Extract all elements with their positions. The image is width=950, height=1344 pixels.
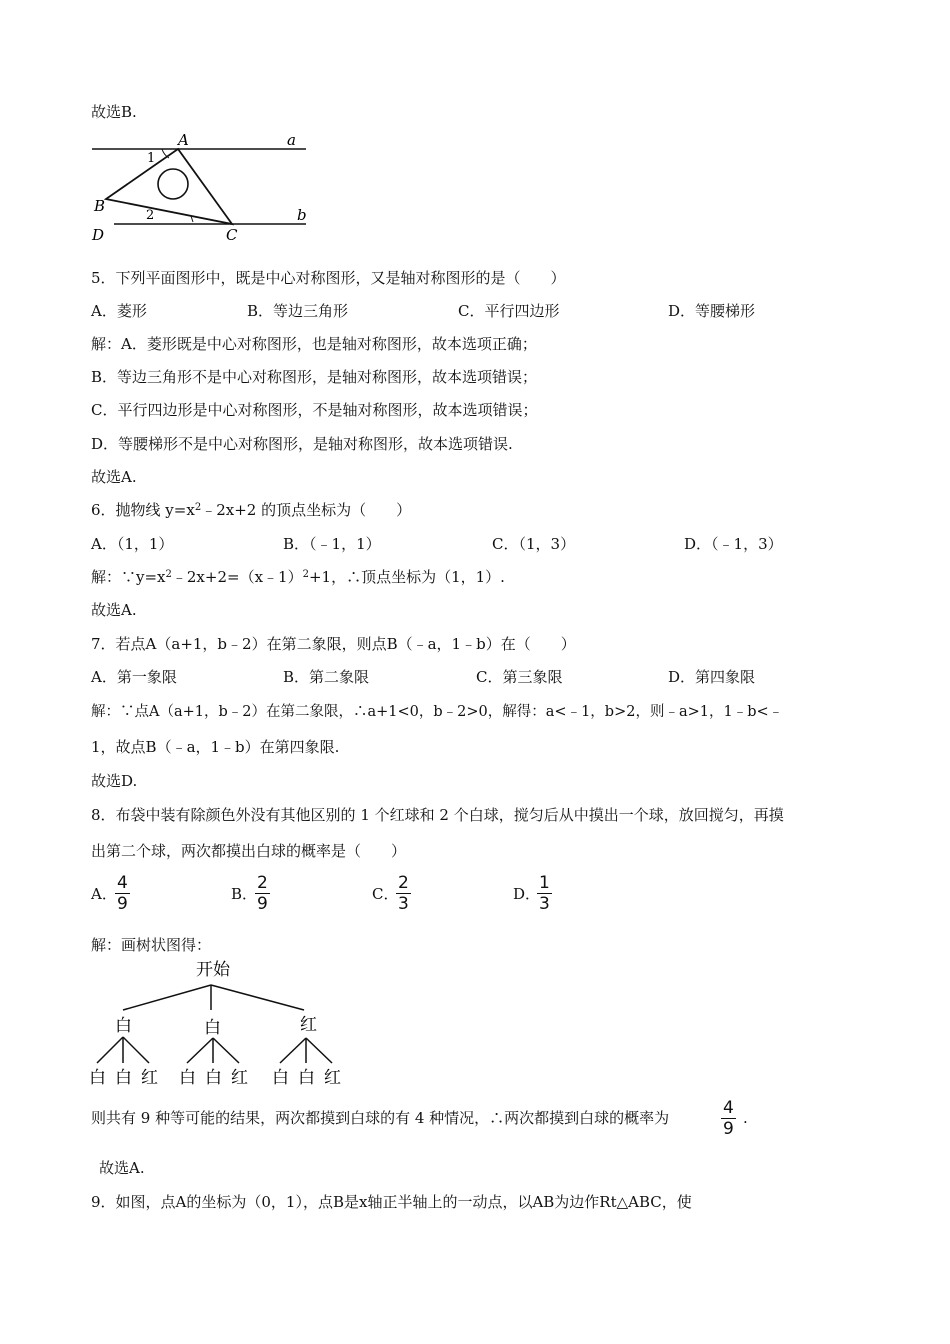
question-9: 9．如图，点A的坐标为（0，1），点B是x轴正半轴上的一动点，以AB为边作Rt△ABC，使 (91, 1193, 692, 1211)
question-7: 7．若点A（a+1，b﹣2）在第二象限，则点B（﹣a，1﹣b）在（ ） (91, 635, 576, 653)
q8-option-b-label: B． (231, 885, 258, 903)
q8-option-b-fraction: 2 9 (257, 873, 268, 914)
tree-level2-node: 白 (115, 1068, 132, 1088)
tree-level2-node: 红 (141, 1068, 158, 1088)
q8-option-c-label: C． (372, 885, 399, 903)
label-A: A (178, 131, 189, 149)
answer-line: 故选B. (91, 103, 137, 121)
q6-option-c: C．（1，3） (492, 535, 576, 553)
q5-option-b: B．等边三角形 (247, 302, 349, 320)
solution-7-line-1: 解：∵点A（a+1，b﹣2）在第二象限，∴a+1<0，b﹣2>0，解得：a<﹣1，b>2，则﹣a>1，1﹣b<﹣ (91, 704, 784, 720)
solution-8-period: . (743, 1109, 748, 1127)
tree-level2-node: 白 (272, 1068, 289, 1088)
q8-option-c-fraction: 2 3 (398, 873, 409, 914)
solution-5-line-3: C．平行四边形是中心对称图形，不是轴对称图形，故本选项错误； (91, 401, 538, 419)
tree-level2-node: 红 (231, 1068, 248, 1088)
q7-option-c: C．第三象限 (476, 668, 563, 686)
tree-level1-node: 白 (115, 1016, 132, 1036)
q6-option-b: B．（﹣1，1） (283, 535, 381, 553)
q6-option-a: A．（1，1） (91, 535, 174, 553)
q6-option-d: D．（﹣1，3） (684, 535, 783, 553)
solution-6: 解：$\because y=x^2﹣2x+2=(x﹣1)^2+1$，∴顶点坐标为（1，1）. (91, 568, 505, 586)
label-D: D (92, 226, 105, 243)
q8-option-d-fraction: 1 3 (539, 873, 550, 914)
solution-5-line-2: B．等边三角形不是中心对称图形，是轴对称图形，故本选项错误； (91, 368, 538, 386)
tree-level1-node: 白 (204, 1018, 221, 1038)
solution-7-line-2: 1，故点B（﹣a，1﹣b）在第四象限. (91, 738, 340, 756)
label-a: a (287, 131, 296, 149)
q5-option-c: C．平行四边形 (458, 302, 560, 320)
tree-level2-node: 白 (89, 1068, 106, 1088)
solution-8-fraction: 4 9 (723, 1098, 734, 1139)
label-2: 2 (146, 208, 155, 223)
label-C: C (226, 226, 238, 243)
q8-option-a-fraction: 4 9 (117, 873, 128, 914)
tree-level2-node: 红 (324, 1068, 341, 1088)
solution-5-line-1: 解：A．菱形既是中心对称图形，也是轴对称图形，故本选项正确； (91, 335, 537, 353)
q7-option-b: B．第二象限 (283, 668, 370, 686)
parallel-lines-triangle-figure (86, 128, 311, 243)
solution-8-conclusion: 则共有 9 种等可能的结果，两次都摸到白球的有 4 种情况，∴两次都摸到白球的概率为 (91, 1109, 670, 1127)
tree-level2-node: 白 (298, 1068, 315, 1088)
q5-option-a: A．菱形 (91, 302, 147, 320)
q7-option-a: A．第一象限 (91, 668, 177, 686)
solution-5-line-4: D．等腰梯形不是中心对称图形，是轴对称图形，故本选项错误. (91, 435, 513, 453)
tree-level2-node: 白 (205, 1068, 222, 1088)
answer-7: 故选D. (91, 772, 138, 790)
q8-option-d-label: D． (513, 885, 541, 903)
q8-option-a-label: A． (91, 885, 117, 903)
answer-6: 故选A. (91, 601, 137, 619)
solution-8-intro: 解：画树状图得： (91, 936, 212, 954)
question-8-line-2: 出第二个球，两次都摸出白球的概率是（ ） (91, 842, 407, 860)
tree-level1-node: 红 (300, 1015, 317, 1035)
question-8-line-1: 8．布袋中装有除颜色外没有其他区别的 1 个红球和 2 个白球，搅匀后从中摸出一个球，放回搅匀，再摸 (91, 806, 784, 824)
label-1: 1 (147, 151, 156, 166)
answer-5: 故选A. (91, 468, 137, 486)
question-5: 5．下列平面图形中，既是中心对称图形，又是轴对称图形的是（ ） (91, 269, 566, 287)
answer-8: 故选A. (99, 1159, 145, 1177)
label-B: B (94, 197, 106, 215)
probability-tree-diagram (80, 955, 360, 1090)
question-6: 6．抛物线 $y=x^2﹣2x+2$ 的顶点坐标为（ ） (91, 501, 412, 519)
q5-option-d: D．等腰梯形 (668, 302, 756, 320)
tree-level2-node: 白 (179, 1068, 196, 1088)
q7-option-d: D．第四象限 (668, 668, 756, 686)
tree-root: 开始 (196, 960, 230, 980)
label-b: b (297, 206, 307, 224)
